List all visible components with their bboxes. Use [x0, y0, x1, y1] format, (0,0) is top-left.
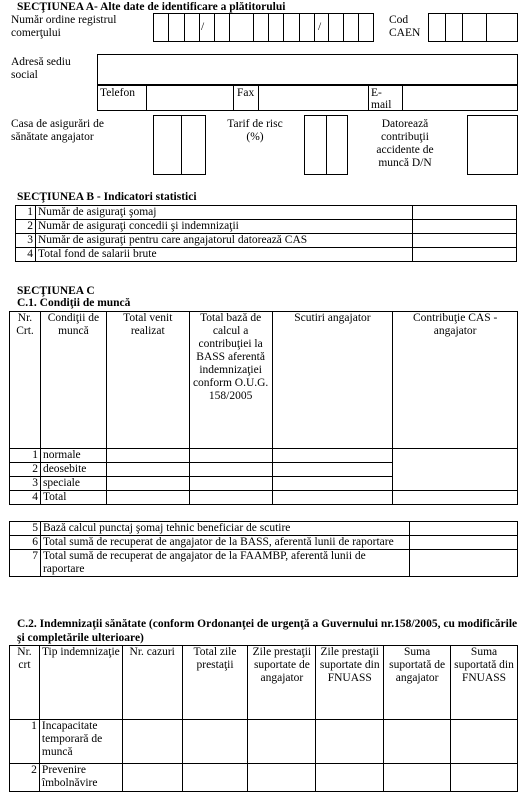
slash-2: / [318, 21, 322, 33]
accident-field[interactable] [467, 115, 518, 175]
risk-label: Tarif de risc [227, 118, 283, 130]
risk-label-cont: (%) [246, 131, 264, 143]
table-row: 5 Bază calcul punctaj şomaj tehnic beneficiar de scutire [10, 522, 518, 536]
health-indemnity-table [9, 645, 518, 792]
slash-1: / [201, 21, 205, 33]
accident-label-3: accidente de [376, 144, 434, 156]
table-row: 2 deosebite [10, 463, 518, 477]
table-row: 4 Total fond de salarii brute [16, 248, 517, 262]
value-cell[interactable] [413, 206, 517, 220]
value-cell[interactable] [413, 234, 517, 248]
contact-row [97, 85, 518, 111]
accident-label-4: muncă D/N [378, 157, 432, 169]
table-row: 6 Total sumă de recuperat de angajator de la BASS, aferentă lunii de raportare [10, 536, 518, 550]
section-c-title: SECŢIUNEA C [17, 285, 95, 297]
table-row: 7 Total sumă de recuperat de angajator de la FAAMBP, aferentă lunii de raportare [10, 550, 518, 577]
col-header-cas: Contribuţie CAS - angajator [393, 312, 518, 449]
table-header-row: Nr. crt Tip indemnizaţie Nr. cazuri Total zile prestaţii Zile prestaţii suportate de angajator Zile prestaţii suportate din FNUASS Suma suportată de angajator Suma suportată din FNUASS [10, 646, 518, 720]
table-row: 3 speciale [10, 477, 518, 491]
c1-title: C.1. Condiţii de muncă [17, 297, 131, 309]
section-a-title: SECŢIUNEA A- Alte date de identificare a plătitorului [17, 1, 286, 13]
health-house-label: Casa de asigurări de [11, 118, 104, 130]
table-row: 2 Număr de asiguraţi concedii şi indemnizaţii [16, 220, 517, 234]
table-row: 1 Număr de asiguraţi şomaj [16, 206, 517, 220]
accident-label: Datorează [381, 118, 429, 130]
fax-label: Fax [237, 87, 255, 99]
recovery-table [9, 521, 518, 577]
table-row: 4 Total [10, 491, 518, 505]
registry-number-field[interactable] [153, 13, 374, 42]
table-row: 2 Prevenire îmbolnăvire [10, 764, 518, 792]
table-header-row [10, 312, 518, 449]
value-cell[interactable] [413, 248, 517, 262]
table-row: 1 Incapacitate temporară de muncă [10, 720, 518, 764]
registry-label: Număr ordine registrul [11, 14, 117, 26]
col-header-nr: Nr. Crt. [10, 312, 41, 449]
statistics-table [15, 205, 517, 262]
col-header-exemptions: Scutiri angajator [272, 312, 393, 449]
health-house-field[interactable] [153, 115, 206, 175]
col-header-base: Total bază de calcul a contribuţiei la BASS aferentă indemnizaţiei conform O.U.G. 158/2005 [189, 312, 272, 449]
address-label: Adresă sediu [11, 56, 71, 68]
section-b-title: SECŢIUNEA B - Indicatori statistici [17, 191, 197, 203]
col-header-conditions: Condiţii de muncă [40, 312, 106, 449]
c2-title: C.2. Indemnizaţii sănătate (conform Ordonanţei de urgenţă a Guvernului nr.158/2005, cu modificările şi completările ulterioare) [17, 618, 518, 644]
address-field[interactable] [97, 54, 518, 85]
value-cell[interactable] [413, 220, 517, 234]
work-conditions-table [9, 311, 518, 505]
address-label-cont: social [11, 69, 38, 81]
caen-field[interactable] [428, 13, 518, 42]
table-row: 1 normale [10, 449, 518, 463]
caen-label-cont: CAEN [389, 27, 421, 39]
table-row: 3 Număr de asiguraţi pentru care angajatorul datorează CAS [16, 234, 517, 248]
email-label-cont: mail [371, 99, 392, 111]
accident-label-2: contribuţii [381, 131, 429, 143]
registry-label-cont: comerţului [11, 27, 61, 39]
phone-label: Telefon [100, 87, 135, 99]
caen-label: Cod [389, 14, 409, 26]
health-house-label-cont: sănătate angajator [11, 131, 94, 143]
email-label: E- [371, 87, 382, 99]
col-header-income: Total venit realizat [106, 312, 189, 449]
